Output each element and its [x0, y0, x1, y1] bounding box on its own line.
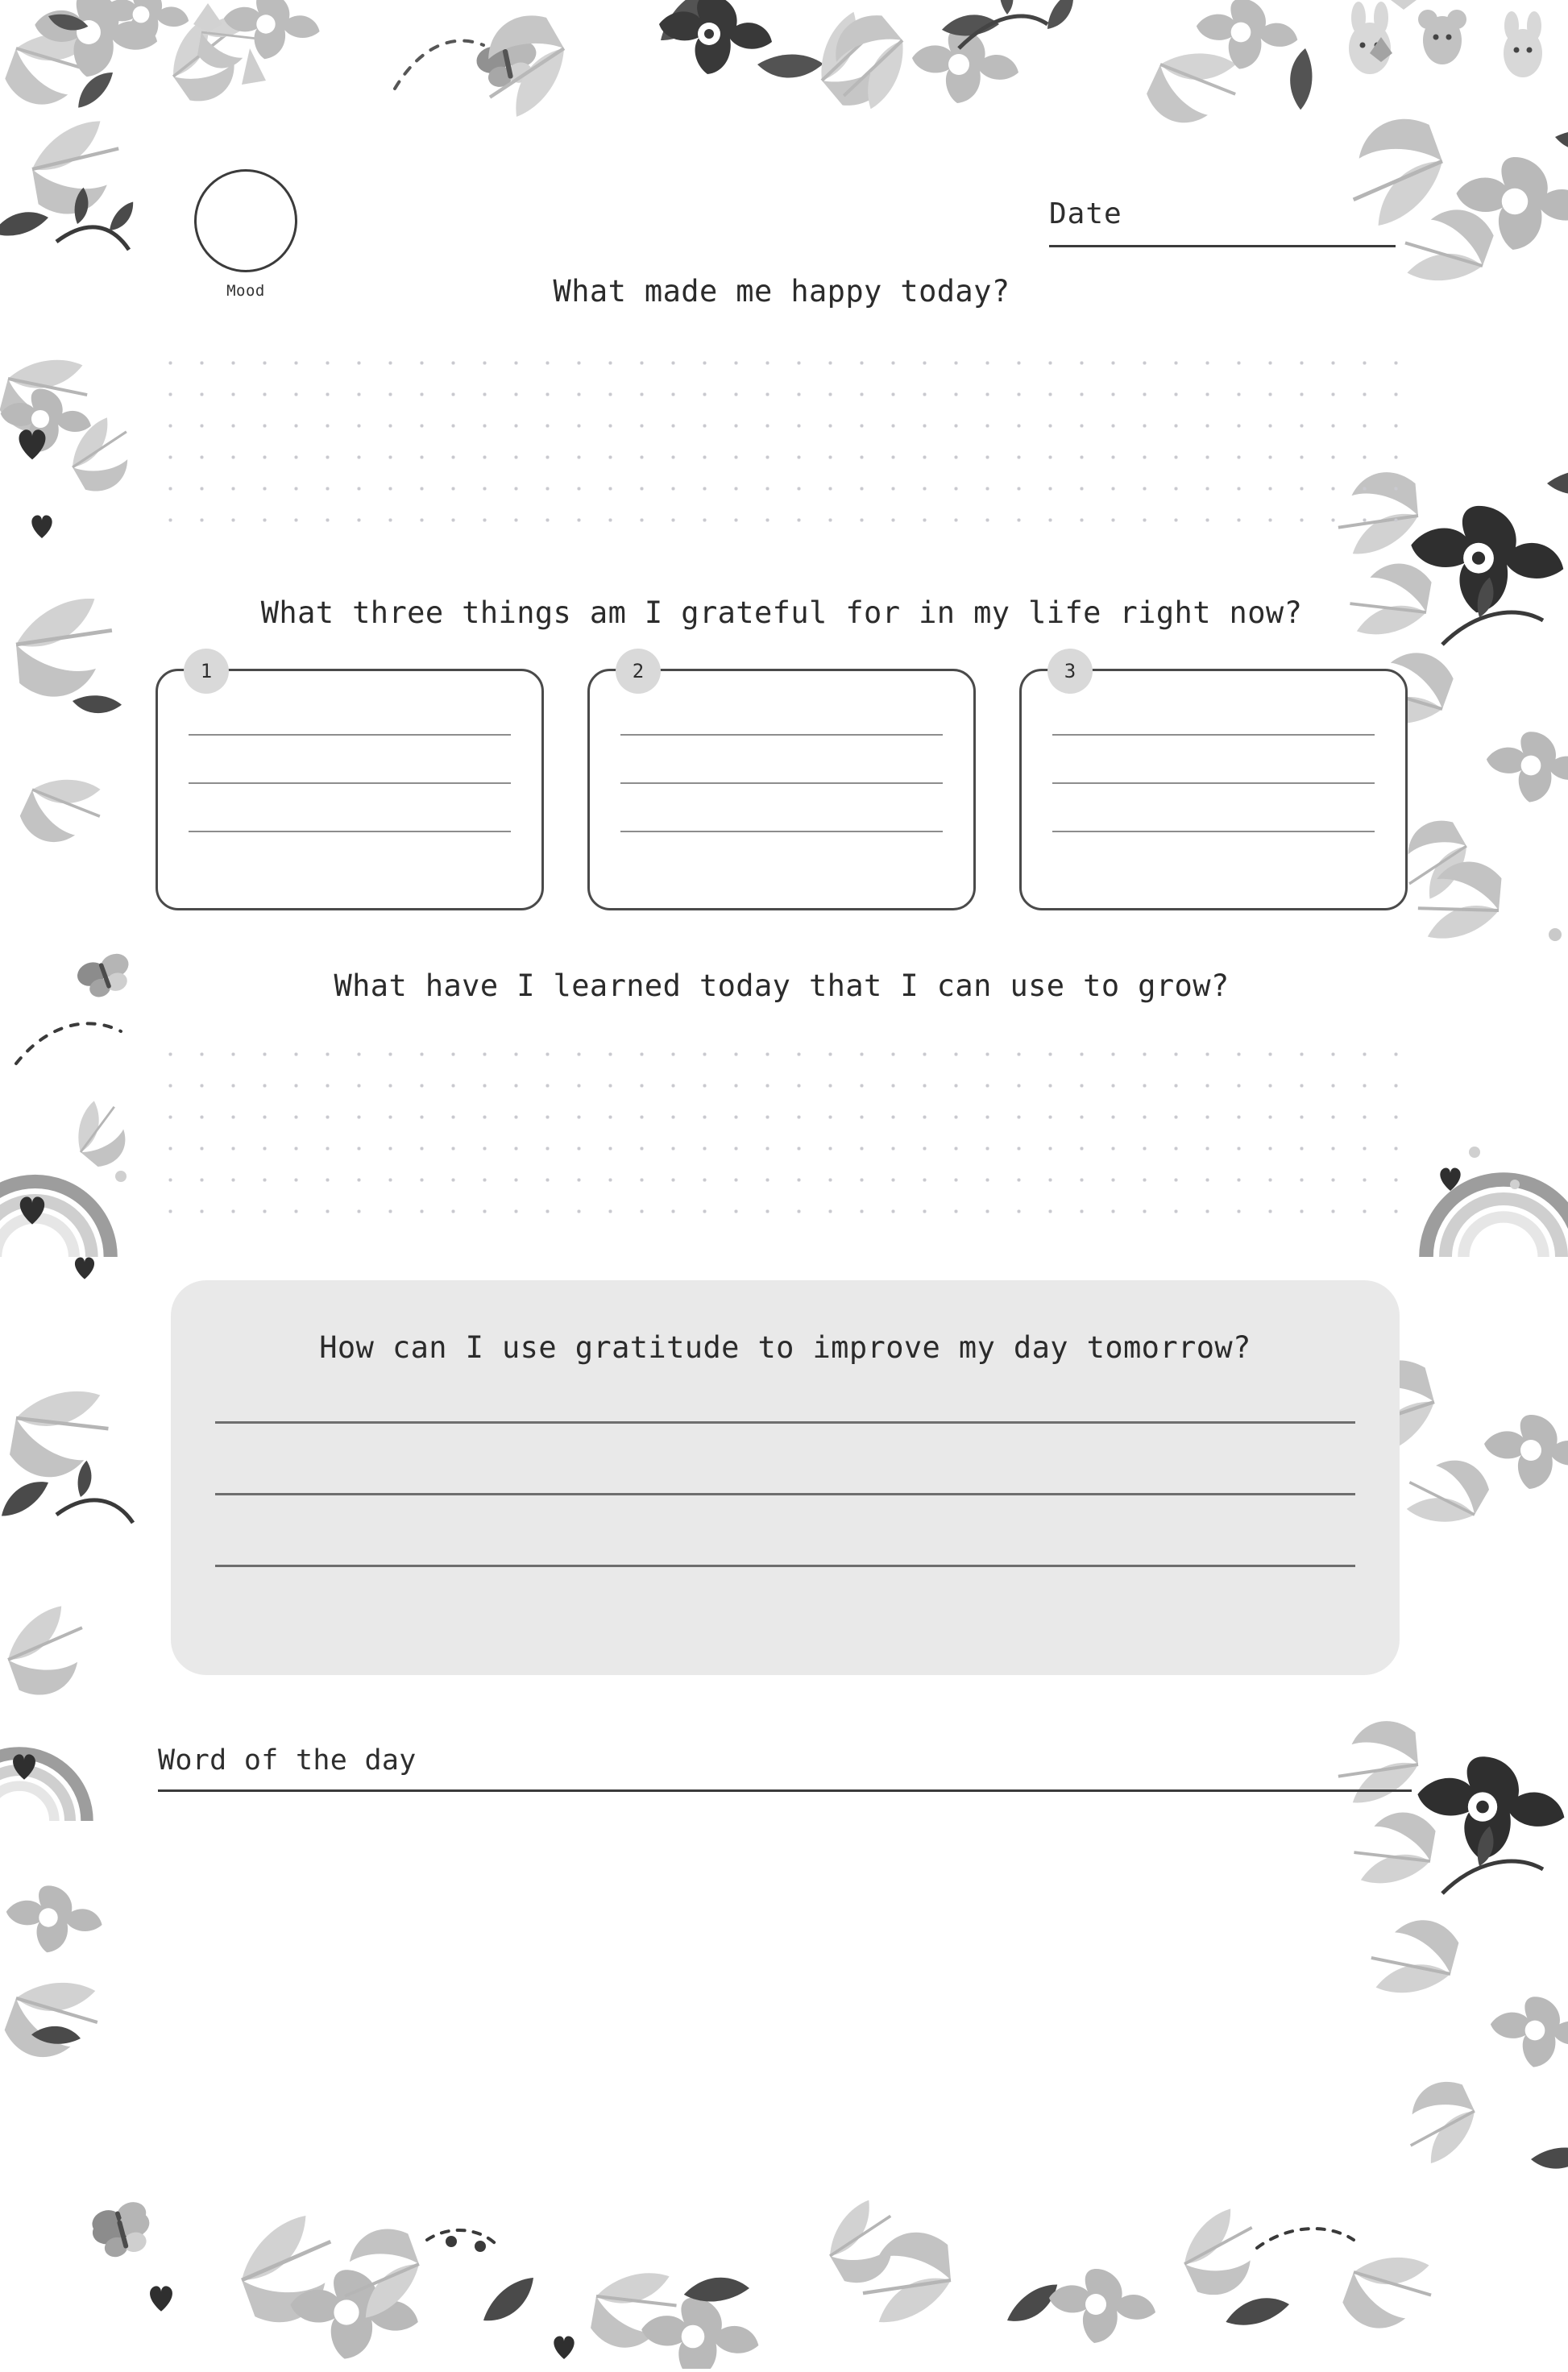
- card-line: [1052, 734, 1375, 736]
- section-happy-heading: What made me happy today?: [553, 274, 1010, 309]
- section-learned-dotted-area[interactable]: [147, 1030, 1416, 1230]
- gratitude-card[interactable]: [587, 660, 976, 910]
- card-line: [1052, 782, 1375, 784]
- section-tomorrow-heading: How can I use gratitude to improve my day tomorrow?: [319, 1330, 1251, 1365]
- tomorrow-line: [215, 1421, 1355, 1424]
- section-happy: [153, 274, 1410, 539]
- card-writing-lines[interactable]: [1052, 734, 1375, 832]
- section-learned-heading: What have I learned today that I can use to grow?: [334, 968, 1230, 1003]
- section-learned: [153, 968, 1410, 1230]
- mood-circle-icon[interactable]: [194, 169, 297, 272]
- tomorrow-line: [215, 1565, 1355, 1567]
- gratitude-cards: [153, 660, 1410, 910]
- tomorrow-writing-lines[interactable]: [215, 1421, 1355, 1567]
- date-label: Date: [1049, 197, 1122, 230]
- gratitude-card[interactable]: [156, 660, 544, 910]
- section-grateful-heading: What three things am I grateful for in my life right now?: [260, 595, 1303, 630]
- gratitude-card[interactable]: [1019, 660, 1408, 910]
- date-field[interactable]: [1049, 197, 1396, 247]
- card-writing-lines[interactable]: [189, 734, 511, 832]
- card-line: [620, 782, 943, 784]
- card-line: [620, 831, 943, 832]
- word-of-the-day-field[interactable]: [158, 1744, 1412, 1792]
- card-writing-lines[interactable]: [620, 734, 943, 832]
- section-tomorrow: [171, 1280, 1400, 1675]
- section-grateful: [153, 595, 1410, 910]
- card-line: [189, 831, 511, 832]
- card-number-badge: 1: [184, 649, 229, 694]
- card-number-badge: 2: [616, 649, 661, 694]
- tomorrow-line: [215, 1493, 1355, 1495]
- card-line: [189, 734, 511, 736]
- card-line: [189, 782, 511, 784]
- mood-field[interactable]: [189, 169, 302, 300]
- card-line: [1052, 831, 1375, 832]
- word-of-the-day-label: Word of the day: [158, 1744, 417, 1777]
- journal-content: [153, 121, 1410, 1792]
- section-happy-dotted-area[interactable]: [147, 339, 1416, 539]
- card-line: [620, 734, 943, 736]
- mood-label: Mood: [226, 282, 265, 300]
- card-number-badge: 3: [1047, 649, 1093, 694]
